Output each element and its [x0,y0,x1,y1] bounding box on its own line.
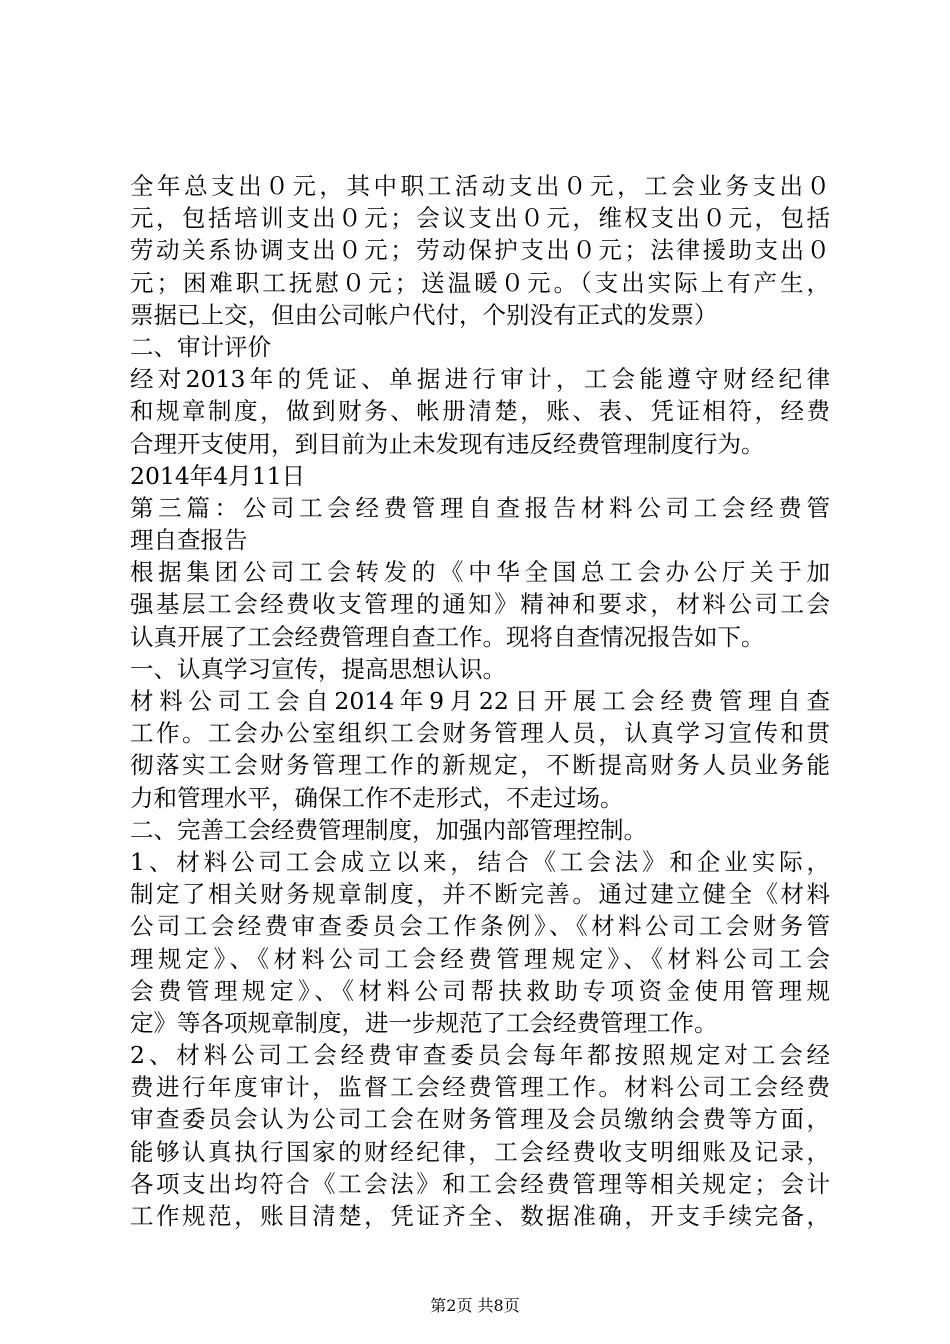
text-line: 会费管理规定》、《材料公司帮扶救助专项资金使用管理规 [130,976,830,1005]
text-line: 彻落实工会财务管理工作的新规定，不断提高财务人员业务能 [130,751,830,780]
text-line: 元，包括培训支出０元；会议支出０元，维权支出０元，包括 [130,204,830,233]
text-line: 审查委员会认为公司工会在财务管理及会员缴纳会费等方面， [130,1105,830,1134]
text-line: 合理开支使用，到目前为止未发现有违反经费管理制度行为。 [130,429,765,458]
text-line: 理规定》、《材料公司工会经费管理规定》、《材料公司工会 [130,944,830,973]
text-line: 第三篇：公司工会经费管理自查报告材料公司工会经费管 [130,493,830,522]
text-line: 二、审计评价 [130,332,271,361]
text-line: 理自查报告 [130,526,248,555]
text-line: 定》等各项规章制度，进一步规范了工会经费管理工作。 [130,1008,718,1037]
text-line: 力和管理水平，确保工作不走形式，不走过场。 [130,783,624,812]
text-line: 2014年4月11日 [130,461,306,490]
text-line: 全年总支出０元，其中职工活动支出０元，工会业务支出０ [130,172,830,200]
text-line: 制定了相关财务规章制度，并不断完善。通过建立健全《材料 [130,880,830,909]
text-line: 票据已上交，但由公司帐户代付，个别没有正式的发票） [130,300,718,329]
page-footer: 第2页 共8页 [430,1296,520,1315]
text-line: 费进行年度审计，监督工会经费管理工作。材料公司工会经费 [130,1073,830,1102]
document-body [130,170,830,1232]
text-line: 1、材料公司工会成立以来，结合《工会法》和企业实际， [130,847,830,876]
text-line: 强基层工会经费收支管理的通知》精神和要求，材料公司工会 [130,590,830,619]
text-line: 各项支出均符合《工会法》和工会经费管理等相关规定；会计 [130,1169,830,1198]
text-line: 2、材料公司工会经费审查委员会每年都按照规定对工会经 [130,1041,830,1070]
text-line: 元；困难职工抚慰０元；送温暖０元。（支出实际上有产生， [130,268,830,297]
text-line: 工作规范，账目清楚，凭证齐全、数据准确，开支手续完备， [130,1202,830,1230]
text-line: 公司工会经费审查委员会工作条例》、《材料公司工会财务管 [130,912,830,941]
text-line: 劳动关系协调支出０元；劳动保护支出０元；法律援助支出０ [130,236,830,265]
text-line: 和规章制度，做到财务、帐册清楚，账、表、凭证相符，经费 [130,397,830,426]
text-line: 认真开展了工会经费管理自查工作。现将自查情况报告如下。 [130,622,765,651]
text-line: 材料公司工会自2014年9月22日开展工会经费管理自查 [130,687,830,715]
text-line: 经对2013年的凭证、单据进行审计，工会能遵守财经纪律 [130,365,830,394]
text-line: 根据集团公司工会转发的《中华全国总工会办公厅关于加 [130,558,830,587]
text-line: 能够认真执行国家的财经纪律，工会经费收支明细账及记录， [130,1137,830,1166]
text-line: 一、认真学习宣传，提高思想认识。 [130,654,506,683]
text-line: 工作。工会办公室组织工会财务管理人员，认真学习宣传和贯 [130,719,830,748]
text-line: 二、完善工会经费管理制度，加强内部管理控制。 [130,815,647,844]
